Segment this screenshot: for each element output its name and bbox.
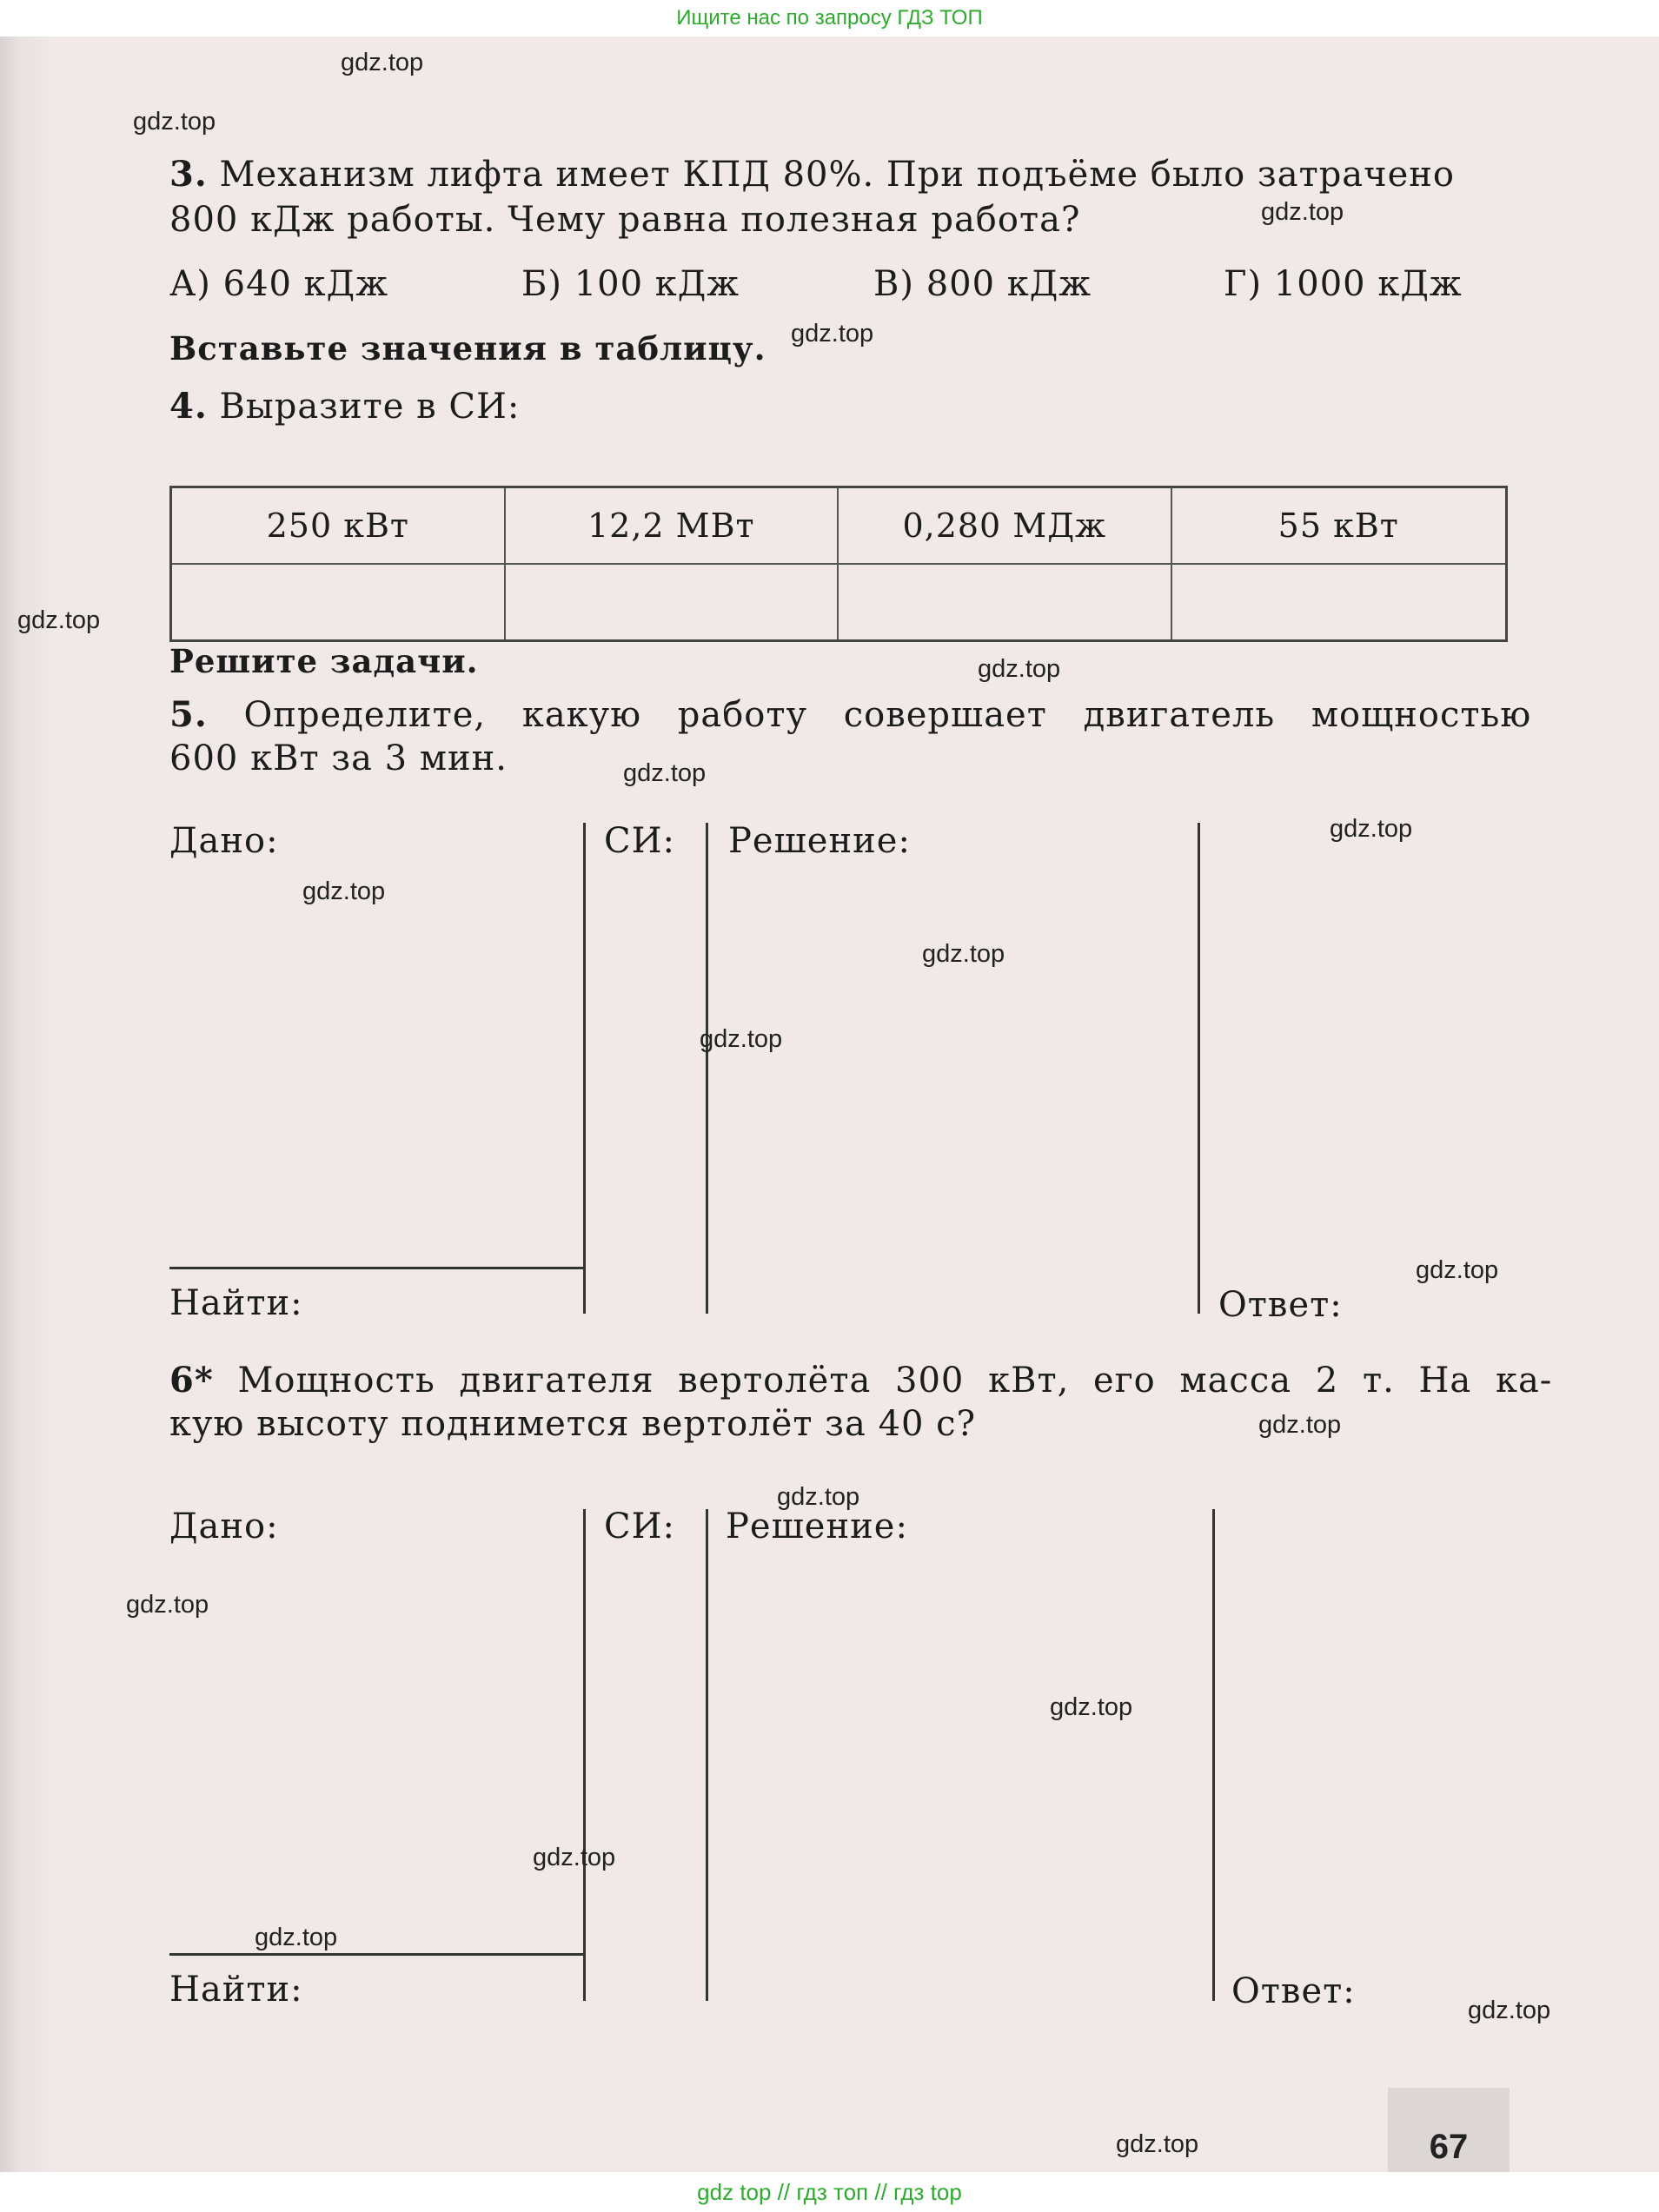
watermark: gdz.top xyxy=(791,320,874,348)
q6-line1 xyxy=(169,1360,1552,1401)
q5-answer-label: Ответ: xyxy=(1218,1285,1343,1325)
q5-number: 5. xyxy=(169,694,208,735)
watermark: gdz.top xyxy=(922,940,1005,968)
watermark: gdz.top xyxy=(341,49,424,76)
table-answer-cell[interactable] xyxy=(172,565,506,639)
watermark: gdz.top xyxy=(133,108,216,136)
watermark: gdz.top xyxy=(1050,1693,1133,1721)
watermark: gdz.top xyxy=(700,1025,783,1053)
textbook-page xyxy=(0,36,1659,2172)
watermark: gdz.top xyxy=(17,606,101,634)
watermark: gdz.top xyxy=(1330,815,1413,843)
q6-number: 6* xyxy=(169,1360,214,1401)
q6-divider-given xyxy=(583,1509,586,2001)
q3-number: 3. xyxy=(169,154,208,195)
q6-divider-si xyxy=(706,1509,708,2001)
q6-divider-answer xyxy=(1212,1509,1215,2001)
q3-line1 xyxy=(169,154,1455,195)
watermark: gdz.top xyxy=(1116,2130,1199,2158)
q5-divider-si xyxy=(706,823,708,1314)
q4-text: Выразите в СИ: xyxy=(219,387,521,427)
table-answer-cell[interactable] xyxy=(839,565,1172,639)
q3-option-d: Г) 1000 кДж xyxy=(1224,264,1463,304)
watermark: gdz.top xyxy=(623,759,707,787)
solve-instruction: Решите задачи. xyxy=(169,642,479,680)
watermark: gdz.top xyxy=(302,878,386,905)
q4-line xyxy=(169,386,520,427)
q3-line2: 800 кДж работы. Чему равна полезная работа? xyxy=(169,200,1081,240)
q6-text: Мощность двигателя вертолёта 300 кВт, его масса 2 т. На ка- xyxy=(237,1361,1553,1401)
q6-find-label: Найти: xyxy=(169,1970,303,2010)
q3-option-b: Б) 100 кДж xyxy=(521,264,740,304)
table-header-cell: 250 кВт xyxy=(172,488,506,565)
q3-text: Механизм лифта имеет КПД 80%. При подъёме было затрачено xyxy=(219,155,1456,195)
q6-given-label: Дано: xyxy=(169,1507,279,1546)
q3-option-c: В) 800 кДж xyxy=(873,264,1092,304)
q6-answer-label: Ответ: xyxy=(1231,1971,1356,2011)
q5-solution-label: Решение: xyxy=(728,821,911,861)
table-header-cell: 55 кВт xyxy=(1172,488,1506,565)
q6-line2: кую высоту поднимется вертолёт за 40 с? xyxy=(169,1404,977,1444)
table-answer-cell[interactable] xyxy=(506,565,839,639)
q5-text: Определите, какую работу совершает двигатель мощностью xyxy=(243,695,1532,735)
watermark: gdz.top xyxy=(777,1483,860,1511)
q4-number: 4. xyxy=(169,386,208,427)
q5-divider-answer xyxy=(1198,823,1200,1314)
q3-option-a: А) 640 кДж xyxy=(169,264,388,304)
q5-si-label: СИ: xyxy=(604,821,675,861)
watermark: gdz.top xyxy=(1261,198,1344,226)
page-spine-shadow xyxy=(0,36,54,2172)
q5-find-label: Найти: xyxy=(169,1283,303,1323)
table-header-cell: 12,2 МВт xyxy=(506,488,839,565)
q5-divider-given xyxy=(583,823,586,1314)
top-banner[interactable]: Ищите нас по запросу ГДЗ ТОП xyxy=(0,0,1659,36)
q6-si-label: СИ: xyxy=(604,1507,675,1546)
watermark: gdz.top xyxy=(1468,1997,1551,2024)
table-answer-cell[interactable] xyxy=(1172,565,1506,639)
q5-given-underline xyxy=(169,1267,585,1269)
q5-line2: 600 кВт за 3 мин. xyxy=(169,738,508,778)
page-number: 67 xyxy=(1388,2088,1510,2206)
watermark: gdz.top xyxy=(1416,1256,1499,1284)
q6-given-underline xyxy=(169,1953,585,1956)
watermark: gdz.top xyxy=(978,655,1061,683)
watermark: gdz.top xyxy=(1258,1411,1342,1439)
watermark: gdz.top xyxy=(255,1924,338,1951)
table-instruction: Вставьте значения в таблицу. xyxy=(169,329,766,368)
q5-line1 xyxy=(169,694,1531,735)
bottom-banner[interactable]: gdz top // гдз топ // гдз top xyxy=(0,2172,1659,2212)
watermark: gdz.top xyxy=(533,1844,616,1871)
q6-solution-label: Решение: xyxy=(726,1507,908,1546)
table-header-cell: 0,280 МДж xyxy=(839,488,1172,565)
q5-given-label: Дано: xyxy=(169,821,279,861)
watermark: gdz.top xyxy=(126,1591,209,1619)
si-conversion-table xyxy=(169,486,1508,642)
